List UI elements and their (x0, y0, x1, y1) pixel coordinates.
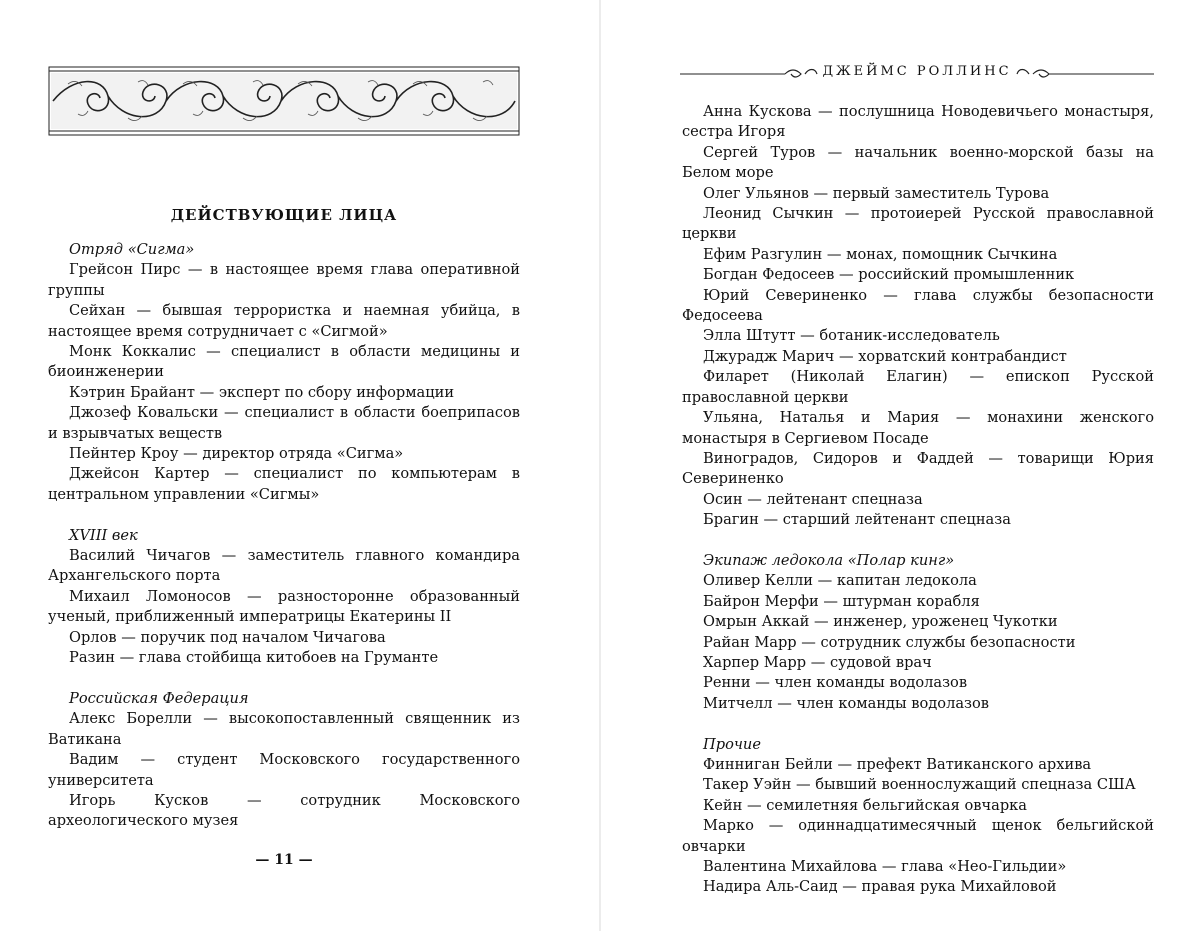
character-entry: Финниган Бейли — префект Ватиканского архива (703, 755, 1092, 773)
character-entry: Пейнтер Кроу — директор отряда «Сигма» (69, 445, 404, 463)
character-entry: Элла Штутт — ботаник-исследователь (703, 327, 1000, 345)
section-heading: Прочие (703, 735, 761, 753)
section-heading: XVIII век (69, 526, 138, 544)
section-gap (682, 714, 1154, 734)
character-entry: Виноградов, Сидоров и Фаддей — товарищи Юрия Севериненко (682, 449, 1154, 488)
page-number: — 11 — (255, 852, 313, 868)
character-entry: Филарет (Николай Елагин) — епископ Русской православной церкви (682, 368, 1154, 406)
character-entry: Джурадж Марич — хорватский контрабандист (703, 347, 1067, 365)
character-entry: Разин — глава стойбища китобоев на Груманте (69, 649, 439, 667)
character-entry: Сейхан — бывшая террористка и наемная убийца, в настоящее время сотрудничает с «Сигмой» (48, 302, 520, 340)
character-entry: Харпер Марр — судовой врач (703, 653, 932, 671)
left-column (48, 240, 520, 832)
character-entry: Ульяна, Наталья и Мария — монахини женского монастыря в Сергиевом Посаде (682, 409, 1154, 447)
character-entry: Грейсон Пирс — в настоящее время глава оперативной группы (48, 261, 520, 299)
character-entry: Анна Кускова — послушница Новодевичьего монастыря, сестра Игоря (682, 103, 1154, 141)
section-heading: Отряд «Сигма» (69, 241, 195, 258)
character-entry: Валентина Михайлова — глава «Нео-Гильдии» (703, 858, 1067, 875)
character-entry: Василий Чичагов — заместитель главного командира Архангельского порта (48, 547, 520, 585)
character-entry: Омрын Аккай — инженер, уроженец Чукотки (703, 613, 1058, 631)
section-gap (682, 531, 1154, 551)
character-entry: Олег Ульянов — первый заместитель Турова (703, 184, 1050, 202)
character-entry: Такер Уэйн — бывший военнослужащий спецназа США (703, 776, 1136, 794)
character-entry: Игорь Кусков — сотрудник Московского археологического музея (48, 791, 520, 830)
left-page (0, 0, 599, 931)
character-entry: Богдан Федосеев — российский промышленник (703, 266, 1075, 284)
character-entry: Марко — одиннадцатимесячный щенок бельгийской овчарки (682, 817, 1154, 855)
character-entry: Орлов — поручик под началом Чичагова (69, 628, 386, 646)
page-title: ДЕЙСТВУЮЩИЕ ЛИЦА (170, 206, 398, 224)
character-entry: Вадим — студент Московского государственного университета (48, 751, 520, 789)
running-header: ДЖЕЙМС РОЛЛИНС (822, 64, 1012, 79)
character-entry: Осин — лейтенант спецназа (703, 490, 923, 508)
character-entry: Кэтрин Брайант — эксперт по сбору информации (69, 383, 455, 401)
character-entry: Джейсон Картер — специалист по компьютерам в центральном управлении «Сигмы» (48, 465, 520, 503)
section-heading: Российская Федерация (69, 689, 249, 707)
character-entry: Брагин — старший лейтенант спецназа (703, 511, 1011, 529)
section-gap (48, 669, 520, 689)
character-entry: Сергей Туров — начальник военно-морской базы на Белом море (682, 143, 1154, 182)
character-entry: Надира Аль-Саид — правая рука Михайловой (703, 878, 1057, 896)
character-entry: Монк Коккалис — специалист в области медицины и биоинженерии (48, 343, 520, 381)
character-entry: Алекс Борелли — высокопоставленный священник из Ватикана (48, 710, 520, 748)
right-column (682, 102, 1154, 898)
character-entry: Ренни — член команды водолазов (703, 674, 968, 692)
section-heading: Экипаж ледокола «Полар кинг» (703, 551, 955, 569)
character-entry: Байрон Мерфи — штурман корабля (703, 592, 980, 610)
character-entry: Ефим Разгулин — монах, помощник Сычкина (703, 245, 1058, 263)
character-entry: Митчелл — член команды водолазов (703, 694, 989, 712)
character-entry: Райан Марр — сотрудник службы безопасности (703, 633, 1076, 651)
ornament-border-icon (48, 66, 520, 136)
character-entry: Юрий Севериненко — глава службы безопасности Федосеева (682, 286, 1154, 325)
character-entry: Михаил Ломоносов — разносторонне образованный ученый, приближенный императрицы Екатерины II (48, 587, 520, 626)
character-entry: Леонид Сычкин — протоиерей Русской православной церкви (682, 205, 1154, 243)
character-entry: Кейн — семилетняя бельгийская овчарка (703, 796, 1027, 814)
character-entry: Джозеф Ковальски — специалист в области боеприпасов и взрывчатых веществ (48, 404, 520, 442)
character-entry: Оливер Келли — капитан ледокола (703, 572, 977, 590)
section-gap (48, 505, 520, 525)
